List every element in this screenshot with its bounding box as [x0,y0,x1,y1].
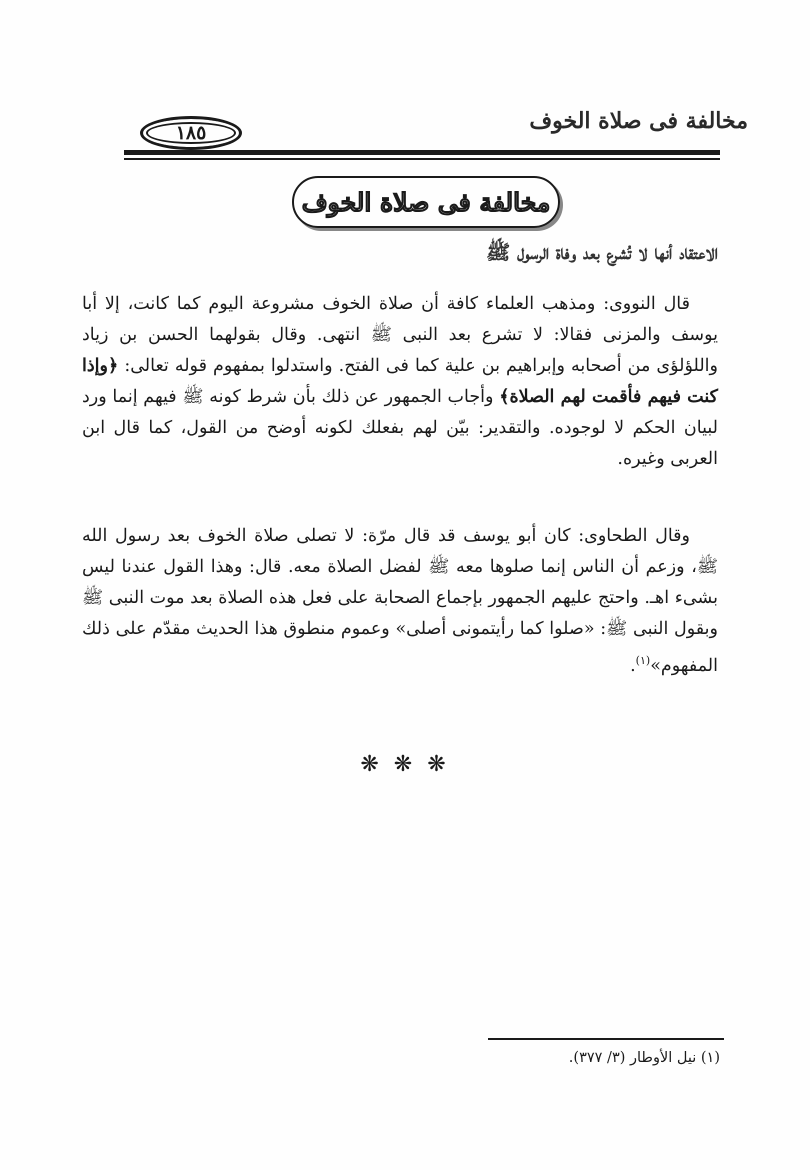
footnote-reference: (١) [635,654,651,667]
section-heading: مخالفة فى صلاة الخوف [292,176,560,228]
running-title: مخالفة فى صلاة الخوف [529,108,748,134]
header-rule-thin [124,158,720,160]
page-number: ١٨٥ [140,116,242,150]
quran-verse: ﴿وإذا كنت فيهم فأقمت لهم الصلاة﴾ [82,356,718,407]
paragraph-1-part-2: وأجاب الجمهور عن ذلك بأن شرط كونه ﷺ فيهم إنما ورد لبيان الحكم لا لوجوده. والتقدير: بيّن لهم بفعلك لكونه أوضح من القول، كما قال ابن العربى وغيره. [82,387,718,469]
header-rule-thick [124,150,720,155]
paragraph-1 [82,289,718,475]
footnote-rule [488,1038,724,1040]
section-separator: ❋ ❋ ❋ [360,752,450,777]
paragraph-2 [82,521,718,682]
footnote: (١) نيل الأوطار (٣/ ٣٧٧). [568,1050,720,1066]
paragraph-2-text: وقال الطحاوى: كان أبو يوسف قد قال مرّة: لا تصلى صلاة الخوف بعد رسول الله ﷺ، وزعم أن الناس إنما صلوها معه ﷺ لفضل الصلاة معه. قال: وهذا القول عندنا ليس بشىء اهـ. واحتج عليهم الجمهور بإجماع الصحابة على فعل هذه الصلاة بعد موت النبى ﷺ وبقول النبى ﷺ: «صلوا كما رأيتمونى أصلى» وعموم منطوق هذا الحديث مقدّم على ذلك المفهوم» [82,526,718,676]
paragraph-1-part-1: قال النووى: ومذهب العلماء كافة أن صلاة الخوف مشروعة اليوم كما كانت، إلا أبا يوسف والمزنى فقالا: لا تشرع بعد النبى ﷺ انتهى. وقال بقولهما الحسن بن زياد واللؤلؤى من أصحابه وإبراهيم بن علية كما فى الفتح. واستدلوا بمفهوم قوله تعالى: [82,294,718,376]
paragraph-2-end: . [630,655,636,676]
section-subheading: الاعتقاد أنها لا تُشرع بعد وفاة الرسول ﷺ [486,240,718,264]
